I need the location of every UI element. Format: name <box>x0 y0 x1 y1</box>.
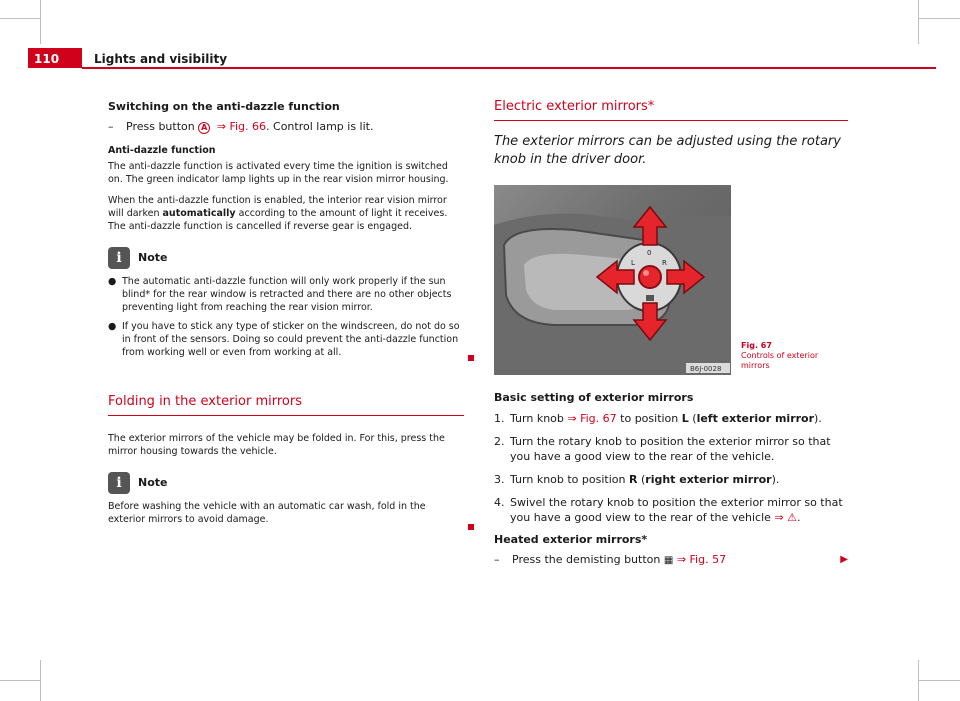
section-title-folding: Folding in the exterior mirrors <box>108 395 464 416</box>
subheading-heated-mirrors: Heated exterior mirrors* <box>494 533 648 546</box>
crop-mark <box>918 680 960 681</box>
figure <box>494 185 848 375</box>
section-heading-anti-dazzle: Switching on the anti-dazzle function <box>108 100 340 113</box>
rotary-knob-icon <box>639 266 661 288</box>
numbered-step: 3. Turn knob to position R (right exterior mirror). <box>494 473 780 486</box>
demisting-icon: ▦ <box>663 555 674 566</box>
note-bullet: ● The automatic anti-dazzle function will only work properly if the sun blind* for the rear window is retracted and there are no other objects preventing light from reaching the rear vision mirror. <box>108 276 452 313</box>
end-of-section-marker <box>468 355 474 361</box>
knob-letter-0: 0 <box>647 249 652 257</box>
paragraph: When the anti-dazzle function is enabled, the interior rear vision mirror will darken automatically according to the amount of light it receives. The anti-dazzle function is cancelled if reverse gear is engaged. <box>108 195 448 232</box>
header-rule <box>82 67 936 69</box>
warning-triangle-icon: ⚠ <box>787 511 797 524</box>
page-number: 110 <box>28 48 82 68</box>
right-column <box>494 100 848 578</box>
paragraph: The exterior mirrors of the vehicle may be folded in. For this, press the mirror housing towards the vehicle. <box>108 433 445 457</box>
figure-link[interactable]: ⇒ Fig. 66 <box>216 120 267 133</box>
subheading-function: Anti-dazzle function <box>108 145 216 156</box>
crop-mark <box>918 0 919 44</box>
info-icon: i <box>108 247 130 269</box>
knob-letter-r: R <box>662 259 667 267</box>
note-header: i Note <box>108 247 464 269</box>
numbered-step: 1. Turn knob ⇒ Fig. 67 to position L (left exterior mirror). <box>494 412 822 425</box>
info-icon: i <box>108 472 130 494</box>
crop-mark <box>0 18 40 19</box>
left-column <box>108 100 464 530</box>
numbered-step: 4. Swivel the rotary knob to position the exterior mirror so that you have a good view to the rear of the vehicle ⇒ ⚠. <box>494 496 843 524</box>
note-text: Before washing the vehicle with an automatic car wash, fold in the exterior mirrors to avoid damage. <box>108 501 426 525</box>
crop-mark <box>918 18 960 19</box>
mirror-controls-photo <box>494 185 731 375</box>
note-header: i Note <box>108 472 464 494</box>
figure-caption: Fig. 67 Controls of exterior mirrors <box>741 341 819 370</box>
button-a-badge: A <box>198 122 210 134</box>
instruction-step: – Press button A ⇒ Fig. 66. Control lamp is lit. <box>108 120 374 133</box>
end-of-section-marker <box>468 524 474 530</box>
instruction-step: – Press the demisting button ▦ ⇒ Fig. 57 ▶ <box>494 553 848 566</box>
figure-link[interactable]: ⇒ Fig. 67 <box>567 412 617 425</box>
lead-text: The exterior mirrors can be adjusted using the rotary knob in the driver door. <box>494 134 841 167</box>
continue-arrow-icon: ▶ <box>840 554 848 565</box>
note-bullet: ● If you have to stick any type of sticker on the windscreen, do not do so in front of the sensors. Doing so could prevent the anti-dazzle function from working well or even from working at all. <box>108 321 460 358</box>
figure-link[interactable]: ⇒ Fig. 57 <box>676 553 727 566</box>
crop-mark <box>40 660 41 701</box>
paragraph: The anti-dazzle function is activated every time the ignition is switched on. The green indicator lamp lights up in the rear vision mirror housing. <box>108 161 449 185</box>
crop-mark <box>0 680 40 681</box>
knob-letter-l: L <box>631 259 635 267</box>
numbered-step: 2. Turn the rotary knob to position the exterior mirror so that you have a good view to the rear of the vehicle. <box>494 435 831 463</box>
header-title: Lights and visibility <box>94 52 228 66</box>
photo-code: B6J-0028 <box>690 365 722 373</box>
crop-mark <box>40 0 41 44</box>
door-handle-illustration <box>494 185 731 375</box>
subheading-basic-setting: Basic setting of exterior mirrors <box>494 391 694 404</box>
warning-link[interactable]: ⇒ <box>774 511 784 524</box>
section-title-electric-mirrors: Electric exterior mirrors* <box>494 100 848 121</box>
